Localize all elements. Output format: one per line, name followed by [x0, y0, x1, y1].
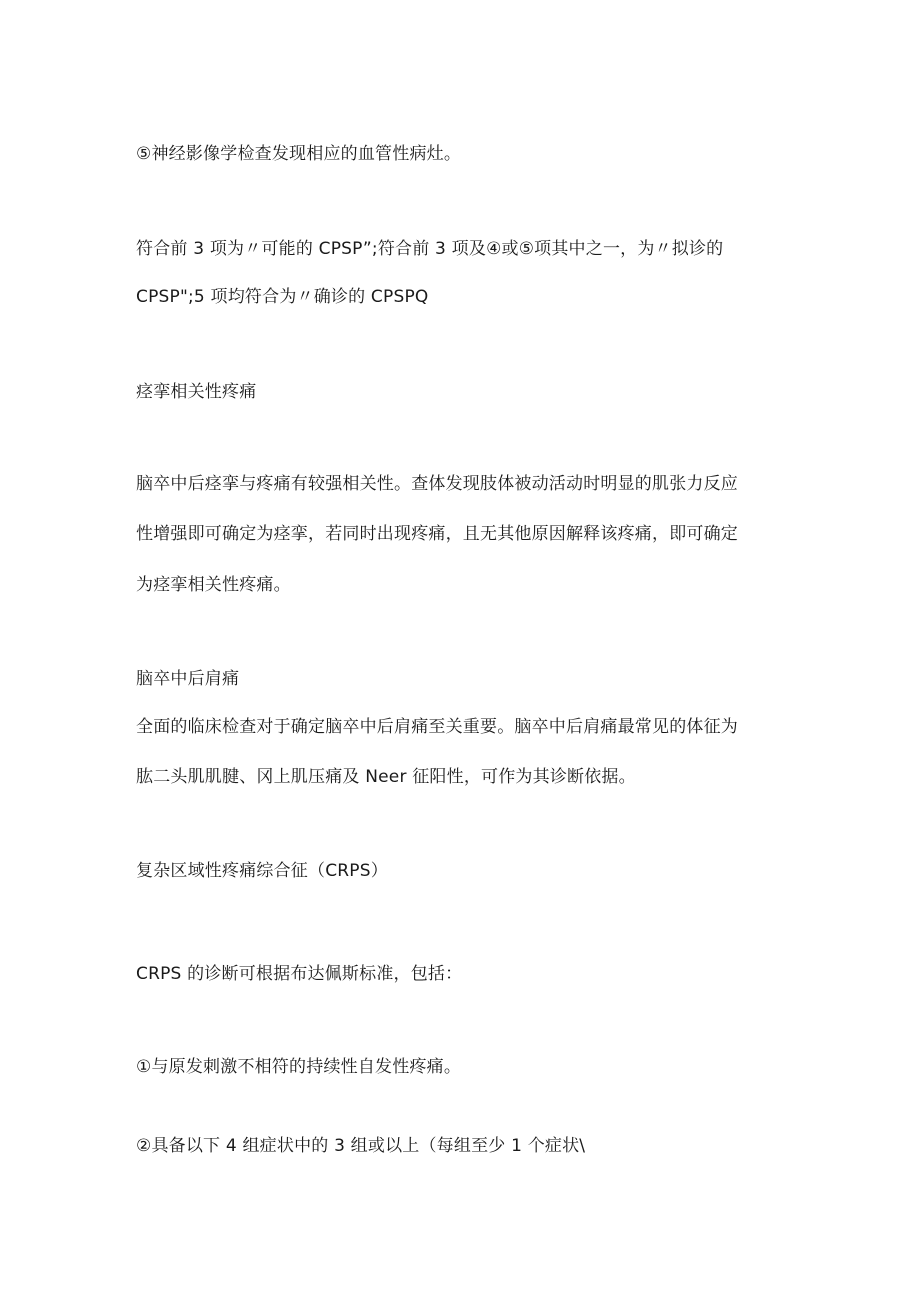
spasticity-paragraph-line-3: 为痉挛相关性疼痛。 — [136, 575, 291, 595]
crps-criteria-intro: CRPS 的诊断可根据布达佩斯标准，包括： — [136, 964, 463, 984]
spasticity-paragraph-line-2: 性增强即可确定为痉挛，若同时出现疼痛，且无其他原因解释该疼痛，即可确定 — [136, 524, 738, 544]
section-heading-crps: 复杂区域性疼痛综合征（CRPS） — [136, 861, 388, 881]
crps-criterion-1: ①与原发刺激不相符的持续性自发性疼痛。 — [136, 1057, 462, 1077]
spasticity-paragraph-line-1: 脑卒中后痉挛与疼痛有较强相关性。查体发现肢体被动活动时明显的肌张力反应 — [136, 474, 738, 494]
crps-criterion-2: ②具备以下 4 组症状中的 3 组或以上（每组至少 1 个症状\ — [136, 1136, 586, 1156]
cpsp-summary-line-2: CPSP";5 项均符合为〃确诊的 CPSPQ — [136, 287, 429, 307]
shoulder-paragraph-line-1: 全面的临床检查对于确定脑卒中后肩痛至关重要。脑卒中后肩痛最常见的体征为 — [136, 717, 738, 737]
section-heading-spasticity-pain: 痉挛相关性疼痛 — [136, 382, 257, 402]
section-heading-shoulder-pain: 脑卒中后肩痛 — [136, 669, 240, 689]
shoulder-paragraph-line-2: 肱二头肌肌腱、冈上肌压痛及 Neer 征阳性，可作为其诊断依据。 — [136, 767, 636, 787]
criterion-5-line: ⑤神经影像学检查发现相应的血管性病灶。 — [136, 144, 462, 164]
cpsp-summary-line-1: 符合前 3 项为〃可能的 CPSP”;符合前 3 项及④或⑤项其中之一，为〃拟诊的 — [136, 239, 724, 259]
